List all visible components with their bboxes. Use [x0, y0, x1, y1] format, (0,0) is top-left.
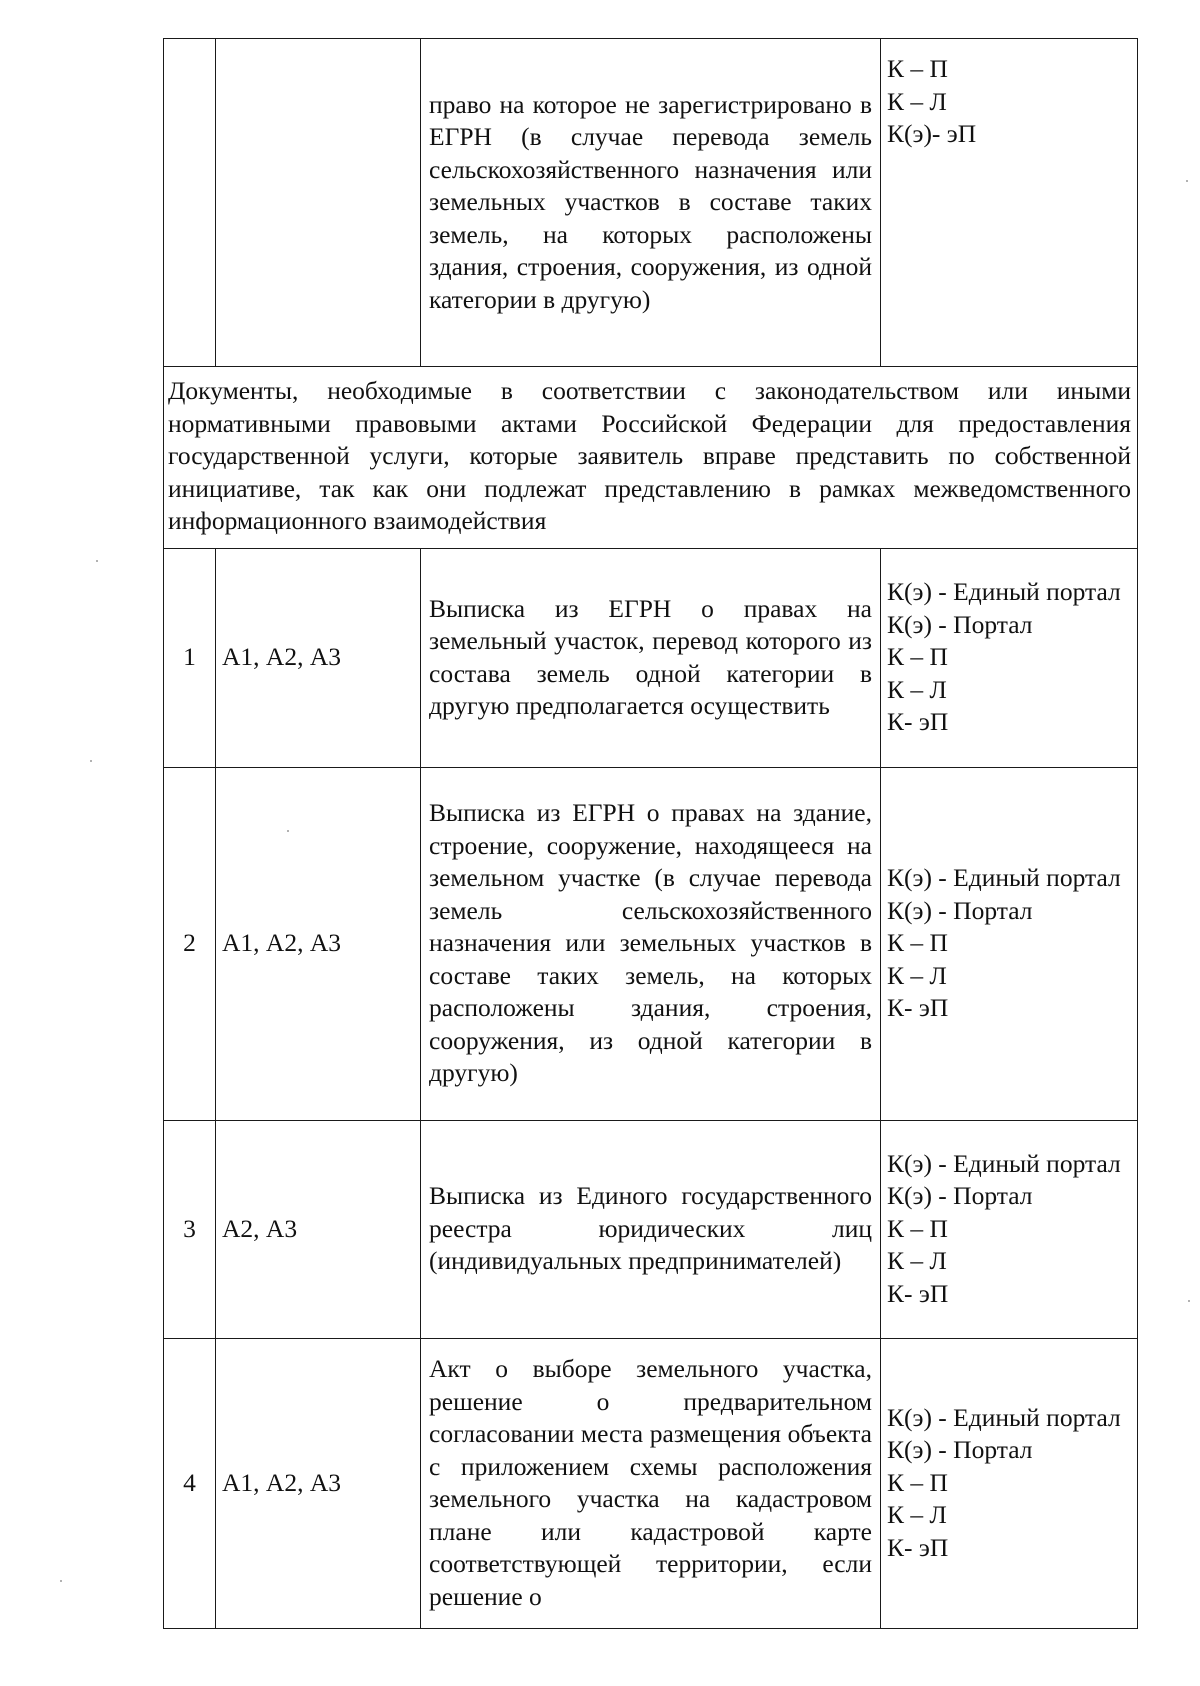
- submission-forms: [881, 39, 1138, 367]
- form-item: К – Л: [887, 86, 947, 116]
- form-item: К(э)- эП: [887, 119, 977, 148]
- documents-table: [163, 38, 1138, 1629]
- applicants-cell: А2, А3: [216, 1120, 421, 1338]
- scan-speck: [90, 760, 92, 762]
- submission-forms: [881, 1338, 1138, 1628]
- document-description: право на которое не зарегистрировано в ЕГРН (в случае перевода земель сельскохозяйственного назначения или земельных участков в составе таких земель, на которых расположены здания, строения, сооружения, из одной категории в другую): [421, 39, 881, 367]
- row-number-cell: [164, 39, 216, 367]
- applicants-cell: А1, А2, А3: [216, 548, 421, 767]
- form-item: К(э) - Портал: [887, 1181, 1033, 1211]
- form-item: К(э) - Единый портал: [887, 577, 1121, 607]
- table-row: [164, 1120, 1138, 1338]
- form-item: К- эП: [887, 993, 949, 1023]
- row-number: 4: [164, 1338, 216, 1628]
- row-number: 2: [164, 767, 216, 1120]
- form-item: К – Л: [887, 960, 947, 990]
- table-row-continuation: [164, 39, 1138, 367]
- form-item: К – П: [887, 928, 948, 958]
- applicants-cell: А1, А2, А3: [216, 1338, 421, 1628]
- form-item: К – Л: [887, 1500, 947, 1530]
- table-row: [164, 1338, 1138, 1628]
- row-number: 3: [164, 1120, 216, 1338]
- document-description: Выписка из ЕГРН о правах на здание, строение, сооружение, находящееся на земельном участке (в случае перевода земель сельскохозяйственного назначения или земельных участков в составе таких земель, на которых расположены здания, строения, сооружения, из одной категории в другую): [421, 767, 881, 1120]
- form-item: К(э) - Портал: [887, 609, 1033, 639]
- submission-forms: [881, 548, 1138, 767]
- row-number: 1: [164, 548, 216, 767]
- form-item: К – П: [887, 642, 948, 672]
- section-header-text: Документы, необходимые в соответствии с законодательством или иными нормативными правовыми актами Российской Федерации для предоставления государственной услуги, которые заявитель вправе представить по собственной инициативе, так как они подлежат представлению в рамках межведомственного информационного взаимодействия: [164, 367, 1138, 549]
- form-item: К – П: [887, 1467, 948, 1497]
- scan-speck: [96, 560, 98, 562]
- document-description: Выписка из Единого государственного реестра юридических лиц (индивидуальных предпринимателей): [421, 1120, 881, 1338]
- form-item: К(э) - Единый портал: [887, 1402, 1121, 1432]
- form-item: К(э) - Портал: [887, 895, 1033, 925]
- form-item: К(э) - Единый портал: [887, 1148, 1121, 1178]
- form-item: К – П: [887, 54, 948, 83]
- form-item: К- эП: [887, 1532, 949, 1562]
- scan-speck: [60, 1580, 62, 1582]
- table-row: [164, 548, 1138, 767]
- section-header-row: [164, 367, 1138, 549]
- form-item: К – П: [887, 1213, 948, 1243]
- form-item: К – Л: [887, 674, 947, 704]
- form-item: К- эП: [887, 1278, 949, 1308]
- scan-speck: [1186, 180, 1188, 182]
- table-row: [164, 767, 1138, 1120]
- document-description: Акт о выборе земельного участка, решение о предварительном согласовании места размещения объекта с приложением схемы расположения земельного участка на кадастровом плане или кадастровой карте соответствующей территории, если решение о: [421, 1338, 881, 1628]
- scan-speck: [287, 830, 289, 832]
- submission-forms: [881, 767, 1138, 1120]
- form-item: К – Л: [887, 1246, 947, 1276]
- document-description: Выписка из ЕГРН о правах на земельный участок, перевод которого из состава земель одной категории в другую предполагается осуществить: [421, 548, 881, 767]
- applicants-cell: А1, А2, А3: [216, 767, 421, 1120]
- scan-speck: [1188, 1300, 1190, 1302]
- submission-forms: [881, 1120, 1138, 1338]
- form-item: К(э) - Портал: [887, 1435, 1033, 1465]
- form-item: К(э) - Единый портал: [887, 863, 1121, 893]
- form-item: К- эП: [887, 707, 949, 737]
- applicants-cell: [216, 39, 421, 367]
